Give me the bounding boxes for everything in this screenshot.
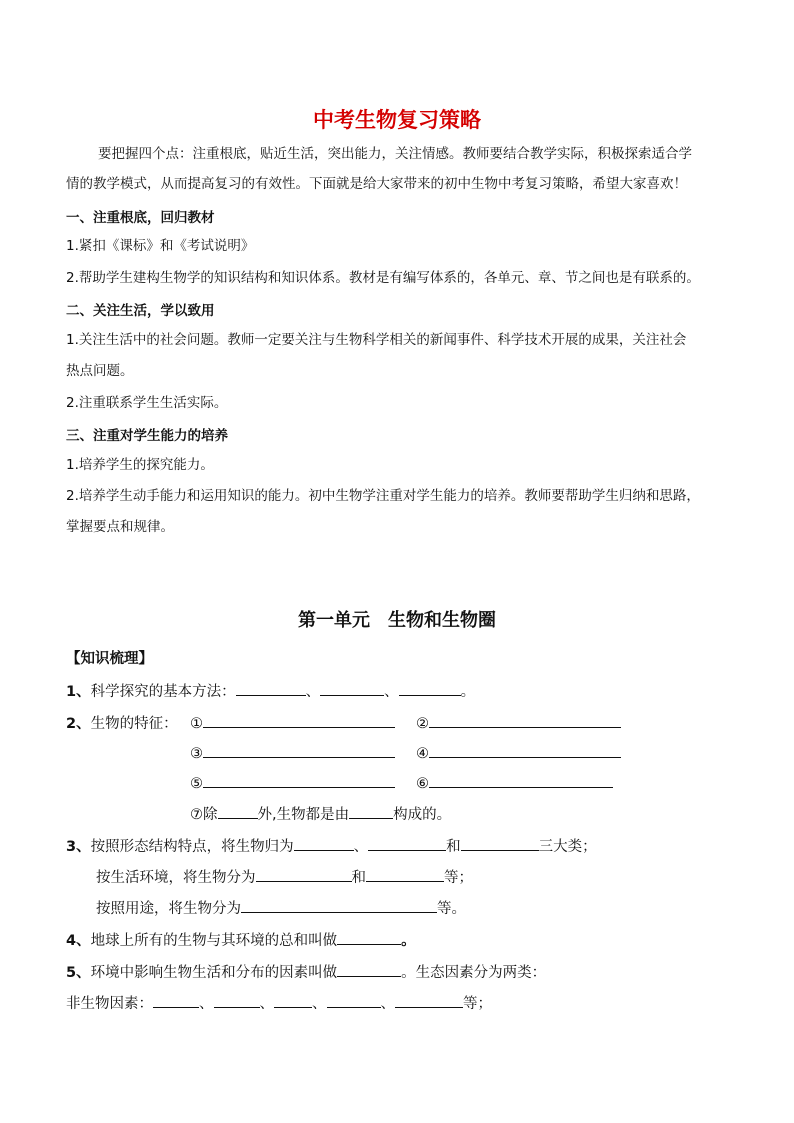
q1-number: 1、	[66, 684, 91, 700]
q5-blank-4[interactable]	[274, 992, 312, 1008]
q5-text: 环境中影响生物生活和分布的因素叫做	[90, 965, 338, 981]
q1-sep-2: 、	[384, 684, 399, 700]
q2-blank-7[interactable]	[218, 803, 258, 819]
intro-line-1: 要把握四个点：注重根底，贴近生活，突出能力，关注情感。教师要结合教学实际，积极探索适合学	[98, 146, 692, 162]
section-2-item-2: 2.注重联系学生生活实际。	[66, 395, 228, 411]
q3-blank-3[interactable]	[461, 835, 539, 851]
section-1-item-1: 1.紧扣《课标》和《考试说明》	[66, 238, 255, 254]
q2-marker-7: ⑦除	[190, 807, 218, 823]
q1-sep-1: 、	[305, 684, 321, 700]
q2-row-2b	[416, 742, 621, 762]
q1-blank-1[interactable]	[236, 680, 306, 696]
q5-sep-2: 、	[259, 996, 274, 1012]
question-4	[66, 929, 416, 950]
q3-line-2-and: 和	[351, 870, 366, 886]
q3-sep-1: 、	[353, 839, 369, 855]
section-2-item-1: 1.关注生活中的社会问题。教师一定要关注与生物科学相关的新闻事件、科学技术开展的成果，关注社会	[66, 332, 687, 348]
q2-blank-1[interactable]	[203, 712, 395, 728]
section-1-item-2: 2.帮助学生建构生物学的知识结构和知识体系。教材是有编写体系的，各单元、章、节之间也是有联系的。	[66, 270, 700, 286]
section-heading-3: 三、注重对学生能力的培养	[66, 428, 228, 444]
q3-line-3-end: 等。	[437, 901, 466, 917]
q2-marker-4: ④	[416, 746, 429, 762]
q2-blank-8[interactable]	[349, 803, 393, 819]
q2-blank-6[interactable]	[429, 772, 613, 788]
q3-and: 和	[446, 839, 461, 855]
q3-line-3	[96, 897, 466, 918]
q5-sep-3: 、	[312, 996, 327, 1012]
q5-blank-2[interactable]	[153, 992, 199, 1008]
q5-number: 5、	[66, 965, 91, 981]
section-3-item-2: 2.培养学生动手能力和运用知识的能力。初中生物学注重对学生能力的培养。教师要帮助学生归纳和思路，	[66, 488, 700, 504]
q1-text: 科学探究的基本方法：	[90, 684, 236, 700]
q5-blank-3[interactable]	[214, 992, 260, 1008]
q3-line-2-end: 等；	[444, 870, 473, 886]
q2-marker-3: ③	[190, 746, 203, 762]
q5-line-2-end: 等；	[463, 996, 492, 1012]
q3-blank-6[interactable]	[241, 897, 437, 913]
section-2-item-1-cont: 热点问题。	[66, 363, 134, 379]
q3-line-2-text: 按生活环境，将生物分为	[96, 870, 256, 886]
q2-text: 生物的特征：	[90, 716, 178, 732]
q3-blank-5[interactable]	[366, 866, 444, 882]
q2-marker-6: ⑥	[416, 776, 429, 792]
q2-blank-3[interactable]	[203, 742, 395, 758]
q2-row-1	[190, 712, 395, 732]
q2-row-3	[190, 772, 395, 792]
q1-end: 。	[460, 684, 476, 700]
q4-number: 4、	[66, 933, 91, 949]
knowledge-label: 【知识梳理】	[66, 651, 153, 667]
intro-line-2: 情的教学模式，从而提高复习的有效性。下面就是给大家带来的初中生物中考复习策略，希望大家喜欢！	[66, 176, 687, 192]
q5-blank-6[interactable]	[395, 992, 463, 1008]
q2-row-4	[190, 803, 451, 824]
section-heading-1: 一、注重根底，回归教材	[66, 210, 215, 226]
q2-row-1b	[416, 712, 621, 732]
q3-end: 三大类；	[538, 839, 597, 855]
question-3	[66, 835, 597, 856]
q3-number: 3、	[66, 839, 91, 855]
question-1	[66, 680, 475, 701]
q2-marker-2: ②	[416, 716, 429, 732]
q3-blank-4[interactable]	[256, 866, 352, 882]
q4-text: 地球上所有的生物与其环境的总和叫做	[90, 933, 338, 949]
q2-number: 2、	[66, 716, 91, 732]
q2-text-7b: 外,生物都是由	[257, 807, 350, 823]
q2-blank-4[interactable]	[429, 742, 621, 758]
question-5	[66, 961, 546, 982]
q3-line-2	[96, 866, 473, 887]
q3-blank-1[interactable]	[294, 835, 354, 851]
q5-blank-5[interactable]	[327, 992, 381, 1008]
q5-end: 。生态因素分为两类：	[401, 965, 547, 981]
q4-blank-1[interactable]	[337, 929, 401, 945]
q2-text-7c: 构成的。	[393, 807, 452, 823]
q2-marker-1: ①	[190, 716, 203, 732]
q2-blank-5[interactable]	[203, 772, 395, 788]
section-3-item-1: 1.培养学生的探究能力。	[66, 457, 214, 473]
section-3-item-2-cont: 掌握要点和规律。	[66, 519, 174, 535]
section-heading-2: 二、关注生活，学以致用	[66, 303, 215, 319]
q3-line-3-text: 按照用途，将生物分为	[96, 901, 241, 917]
q1-blank-3[interactable]	[399, 680, 461, 696]
q2-row-3b	[416, 772, 613, 792]
page-title: 中考生物复习策略	[313, 108, 481, 132]
q2-row-2	[190, 742, 395, 762]
q2-blank-2[interactable]	[429, 712, 621, 728]
q1-blank-2[interactable]	[320, 680, 384, 696]
q5-sep-4: 、	[380, 996, 395, 1012]
q2-marker-5: ⑤	[190, 776, 203, 792]
q5-blank-1[interactable]	[337, 961, 401, 977]
unit-title: 第一单元 生物和生物圈	[298, 610, 496, 631]
q5-line-2-text: 非生物因素：	[66, 996, 153, 1012]
q3-text: 按照形态结构特点，将生物归为	[90, 839, 294, 855]
q5-line-2	[66, 992, 492, 1013]
q3-blank-2[interactable]	[368, 835, 446, 851]
question-2	[66, 712, 178, 733]
q4-end: 。	[401, 933, 416, 949]
q5-sep-1: 、	[199, 996, 214, 1012]
